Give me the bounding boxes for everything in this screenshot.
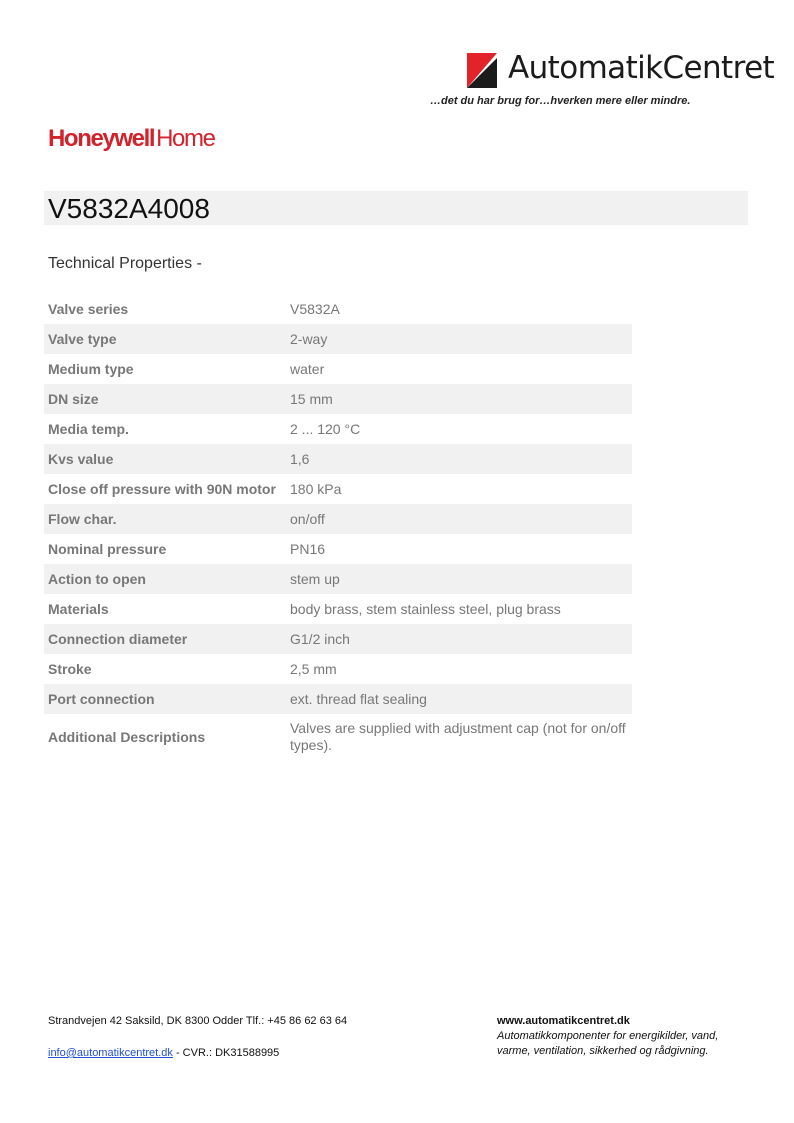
property-label: Nominal pressure	[48, 541, 167, 557]
footer-website: www.automatikcentret.dk	[497, 1015, 630, 1027]
property-row	[44, 414, 632, 444]
property-row	[44, 684, 632, 714]
property-row	[44, 354, 632, 384]
property-value: 2 ... 120 °C	[290, 421, 361, 437]
property-value: Valves are supplied with adjustment cap (not for on/off types).	[290, 720, 626, 753]
footer-contact	[48, 1015, 347, 1059]
property-row	[44, 474, 632, 504]
property-value: 180 kPa	[290, 481, 342, 497]
property-label: Close off pressure with 90N motor	[48, 481, 276, 497]
property-row	[44, 654, 632, 684]
property-value: body brass, stem stainless steel, plug brass	[290, 601, 561, 617]
property-label: Medium type	[48, 361, 134, 377]
property-row	[44, 324, 632, 354]
property-value: 2,5 mm	[290, 661, 337, 677]
section-heading: Technical Properties -	[48, 255, 202, 272]
property-label: Flow char.	[44, 504, 286, 534]
property-row	[44, 294, 632, 324]
property-value: on/off	[286, 504, 632, 534]
property-row	[44, 444, 632, 474]
property-value: V5832A	[290, 301, 340, 317]
property-row	[44, 624, 632, 654]
properties-table	[44, 294, 632, 760]
property-value: 15 mm	[286, 384, 632, 414]
property-row	[44, 534, 632, 564]
property-label: Valve type	[44, 324, 286, 354]
property-label: Connection diameter	[44, 624, 286, 654]
property-value: 2-way	[286, 324, 632, 354]
property-row	[44, 714, 632, 760]
brand-light: Home	[156, 125, 215, 152]
property-label: Port connection	[44, 684, 286, 714]
property-value: 1,6	[286, 444, 632, 474]
property-label: Additional Descriptions	[48, 728, 206, 745]
property-label: DN size	[44, 384, 286, 414]
property-label: Action to open	[44, 564, 286, 594]
property-row	[44, 384, 632, 414]
property-value: G1/2 inch	[286, 624, 632, 654]
property-value: PN16	[290, 541, 326, 557]
tagline: …det du har brug for…hverken mere eller mindre.	[430, 95, 691, 107]
property-label: Materials	[48, 601, 109, 617]
automatikcentret-logo	[464, 48, 775, 94]
footer-cvr: - CVR.: DK31588995	[172, 1047, 280, 1059]
product-title-bar	[44, 191, 748, 225]
property-label: Kvs value	[44, 444, 286, 474]
product-code: V5832A4008	[48, 193, 210, 224]
property-label: Valve series	[48, 301, 129, 317]
property-value: ext. thread flat sealing	[286, 684, 632, 714]
footer-info	[497, 1015, 737, 1059]
property-value: stem up	[286, 564, 632, 594]
logo-mark-icon	[464, 50, 500, 90]
property-row	[44, 594, 632, 624]
property-value: water	[290, 361, 325, 377]
property-label: Stroke	[48, 661, 92, 677]
footer-description: Automatikkomponenter for energikilder, vand, varme, ventilation, sikkerhed og rådgivning.	[497, 1030, 719, 1057]
brand-bold: Honeywell	[48, 125, 155, 152]
property-row	[44, 504, 632, 534]
company-name: AutomatikCentret	[508, 50, 775, 86]
email-link[interactable]: info@automatikcentret.dk	[48, 1047, 173, 1059]
footer-address: Strandvejen 42 Saksild, DK 8300 Odder Tlf.: +45 86 62 63 64	[48, 1015, 348, 1027]
honeywell-home-logo	[48, 126, 215, 152]
property-row	[44, 564, 632, 594]
property-label: Media temp.	[48, 421, 129, 437]
